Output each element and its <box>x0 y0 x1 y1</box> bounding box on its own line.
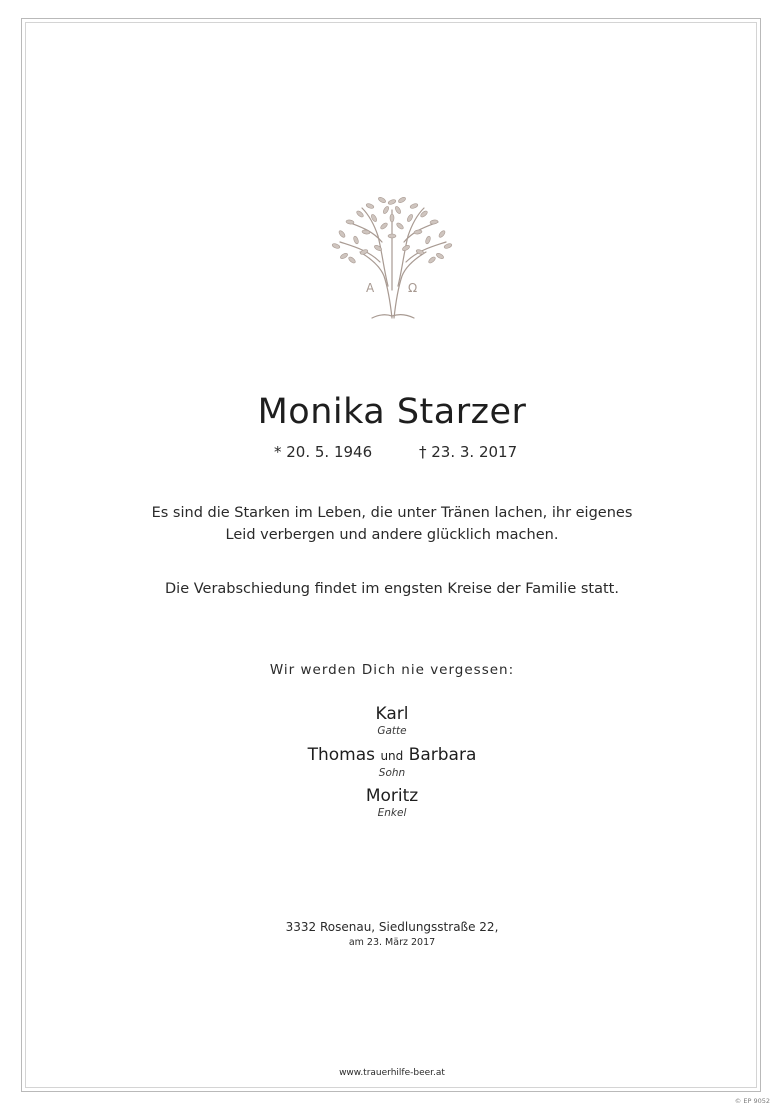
mourner <box>0 785 784 826</box>
mourner <box>0 703 784 744</box>
mourner-name-b: Barbara <box>408 745 477 765</box>
mourner-name: Moritz <box>365 786 419 806</box>
mourner-name <box>0 744 784 767</box>
mourner-name-a: Thomas <box>307 745 376 765</box>
quote-line: Es sind die Starken im Leben, die unter Tränen lachen, ihr eigenes <box>151 505 633 521</box>
quote-line: Leid verbergen und andere glücklich machen. <box>225 527 559 543</box>
death-date: † 23. 3. 2017 <box>419 443 518 461</box>
mourner-joiner: und <box>380 749 404 763</box>
mourner-relation: Enkel <box>377 807 407 819</box>
farewell-notice: Die Verabschiedung findet im engsten Kreise der Familie statt. <box>165 581 619 597</box>
mourner-relation: Sohn <box>378 767 406 779</box>
mourner <box>0 744 784 785</box>
address-line: 3332 Rosenau, Siedlungsstraße 22, <box>285 920 499 934</box>
address-block <box>0 920 784 950</box>
website-link[interactable]: www.trauerhilfe-beer.at <box>339 1068 445 1078</box>
mourner-name: Karl <box>375 704 409 724</box>
mourner-relation: Gatte <box>377 725 407 737</box>
birth-date: * 20. 5. 1946 <box>274 443 373 461</box>
print-code: © EP 9052 <box>734 1097 770 1105</box>
mourners-list <box>0 703 784 826</box>
alpha-symbol: A <box>366 281 375 295</box>
memory-line: Wir werden Dich nie vergessen: <box>269 662 515 678</box>
omega-symbol: Ω <box>408 281 418 295</box>
quote <box>0 502 784 546</box>
tree-of-life-icon <box>322 190 462 320</box>
place-date-line: am 23. März 2017 <box>348 937 436 948</box>
deceased-name: Monika Starzer <box>257 392 527 432</box>
